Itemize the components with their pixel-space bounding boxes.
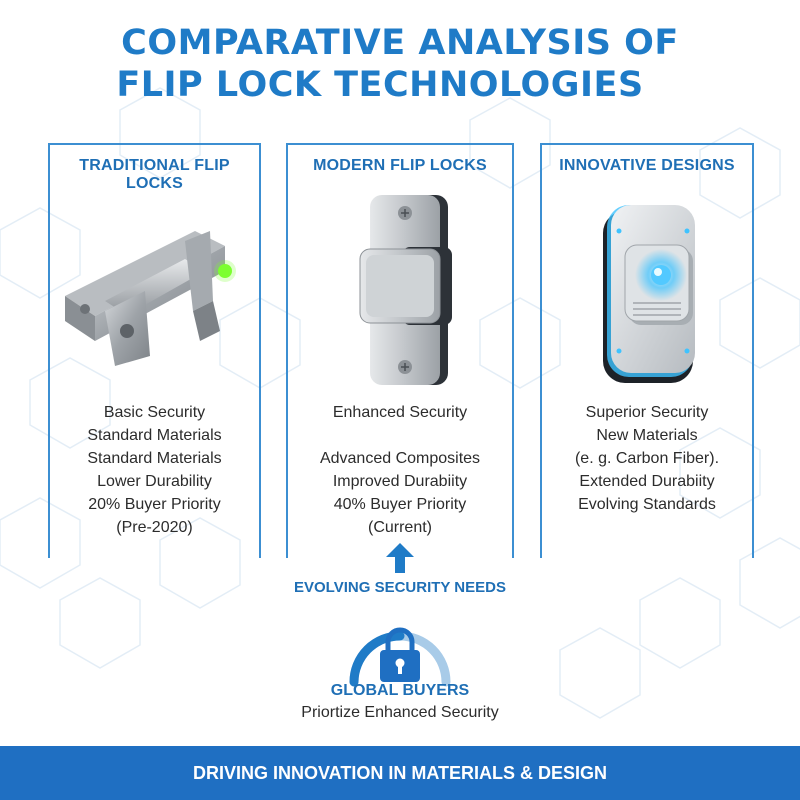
feature-line: Improved Durabiity: [332, 473, 468, 490]
feature-line: Standard Materials: [87, 427, 222, 444]
panel-heading: TRADITIONAL FLIP LOCKS: [79, 157, 230, 192]
panel-features: [542, 401, 752, 516]
padlock-gauge-icon: [340, 606, 460, 688]
buyers-title: GLOBAL BUYERS: [330, 682, 470, 699]
page-title: [0, 22, 800, 106]
panel-traditional: [48, 143, 261, 558]
feature-line: Superior Security: [585, 404, 709, 421]
feature-line: Lower Durability: [97, 473, 212, 490]
panel-features: [50, 401, 259, 539]
title-line-1: COMPARATIVE ANALYSIS OF: [121, 23, 679, 63]
panel-modern: [286, 143, 514, 558]
feature-line: Extended Durabiity: [579, 473, 715, 490]
feature-line: (Pre-2020): [116, 519, 193, 536]
panel-innovative: [540, 143, 754, 558]
feature-line: (Current): [367, 519, 432, 536]
modern-flip-lock-icon: [288, 191, 512, 391]
feature-line: Evolving Standards: [578, 496, 716, 513]
traditional-flip-lock-icon: [50, 191, 259, 391]
feature-line: Basic Security: [103, 404, 206, 421]
arrow-up-icon: [386, 543, 414, 573]
feature-line: 40% Buyer Priority: [333, 496, 467, 513]
panel-features: [288, 401, 512, 539]
title-line-2: FLIP LOCK TECHNOLOGIES: [116, 65, 644, 105]
feature-line: Advanced Composites: [319, 450, 481, 467]
feature-line: Standard Materials: [87, 450, 222, 467]
feature-line: 20% Buyer Priority: [88, 496, 221, 513]
feature-line: (e. g. Carbon Fiber).: [574, 450, 720, 467]
innovative-flip-lock-icon: [542, 191, 752, 391]
footer-banner: DRIVING INNOVATION IN MATERIALS & DESIGN: [0, 746, 800, 800]
feature-line: New Materials: [596, 427, 698, 444]
buyers-subtitle: Priortize Enhanced Security: [301, 704, 499, 721]
panel-heading: MODERN FLIP LOCKS: [313, 157, 487, 174]
panel-heading: INNOVATIVE DESIGNS: [559, 157, 735, 174]
trend-label: EVOLVING SECURITY NEEDS: [294, 579, 506, 596]
feature-line: Enhanced Security: [332, 404, 468, 421]
